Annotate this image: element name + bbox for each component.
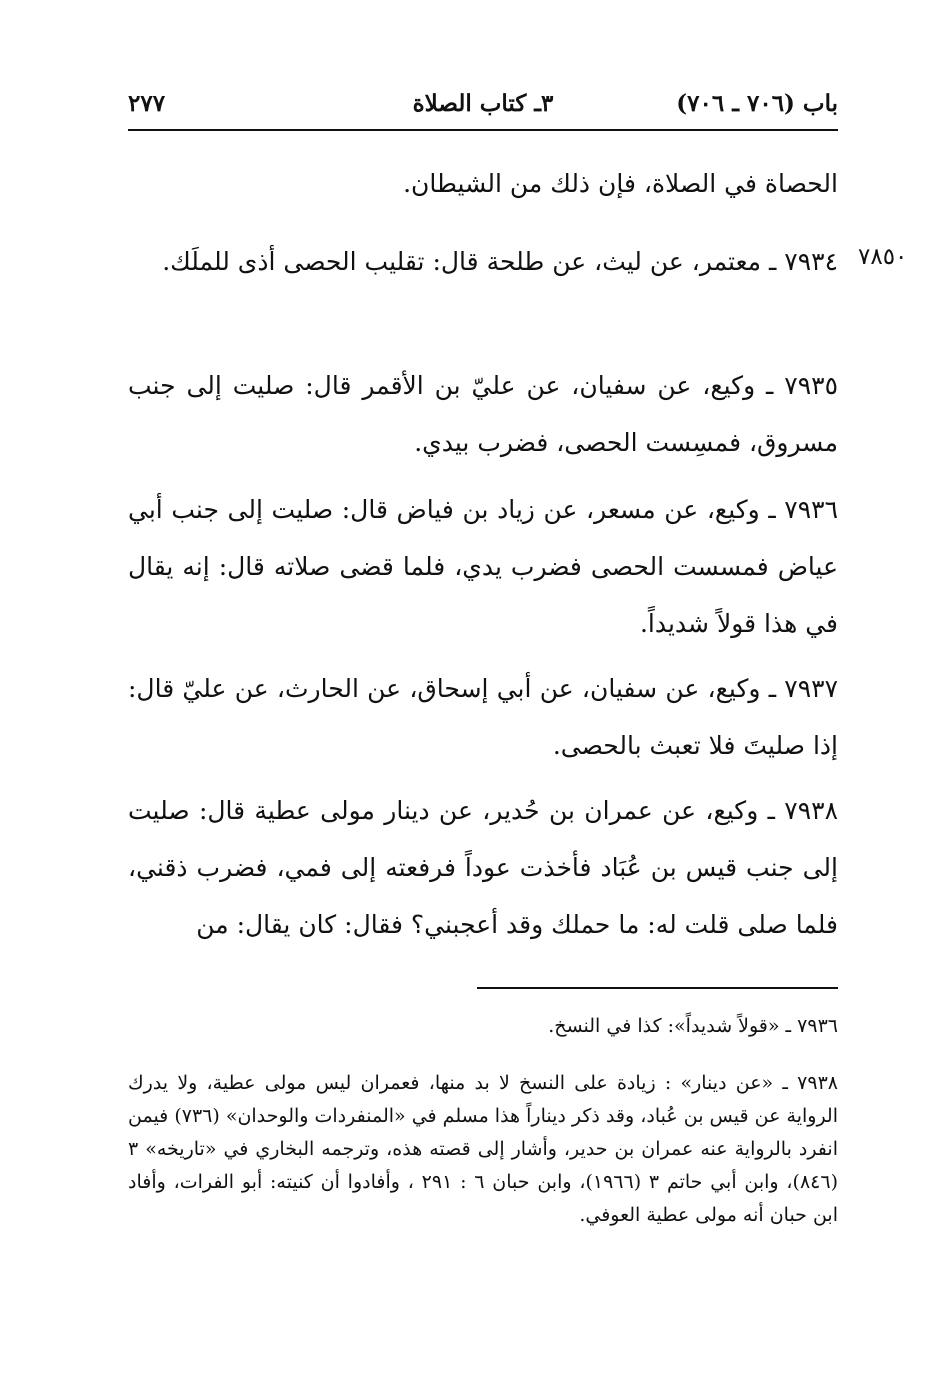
running-header bbox=[128, 84, 838, 124]
hadith-7937: ٧٩٣٧ ـ وكيع، عن سفيان، عن أبي إسحاق، عن الحارث، عن عليّ قال: إذا صليتَ فلا تعبث بالحصى. bbox=[128, 674, 838, 760]
footnote-7938: ٧٩٣٨ ـ «عن دينار» : زيادة على النسخ لا بد منها، فعمران ليس مولى عطية، ولا يدرك الرواية عن قيس بن عُباد، وقد ذكر ديناراً هذا مسلم في «المنفردات والوحدان» (٧٣٦) فيمن انفرد بالرواية عنه عمران بن حدير، وأشار إلى قصته هذه، وترجمه البخاري في «تاريخه» ٣ (٨٤٦)، وابن أبي حاتم ٣ (١٩٦٦)، وابن حبان ٦ : ٢٩١ ، وأفادوا أن كنيته: أبو الفرات، وأفاد ابن حبان أنه مولى عطية العوفي. bbox=[128, 1072, 838, 1226]
chapter-heading: باب (٧٠٦ ـ ٧٠٦) bbox=[676, 90, 838, 117]
book-heading: ٣ـ كتاب الصلاة bbox=[412, 90, 554, 117]
hadith-7934: ٧٩٣٤ ـ معتمر، عن ليث، عن طلحة قال: تقليب الحصى أذى للملَك. bbox=[162, 247, 838, 276]
hadith-7936: ٧٩٣٦ ـ وكيع، عن مسعر، عن زياد بن فياض قال: صليت إلى جنب أبي عياض فمسست الحصى فضرب يدي، فلما قضى صلاته قال: إنه يقال في هذا قولاً شديداً. bbox=[128, 495, 838, 638]
paragraph-continuation: الحصاة في الصلاة، فإن ذلك من الشيطان. bbox=[403, 169, 838, 198]
hadith-7935: ٧٩٣٥ ـ وكيع، عن سفيان، عن عليّ بن الأقمر قال: صليت إلى جنب مسروق، فمسِست الحصى، فضرب بيدي. bbox=[128, 371, 838, 457]
header-rule bbox=[128, 129, 838, 131]
page-number: ٢٧٧ bbox=[128, 90, 166, 117]
footnote-7936: ٧٩٣٦ ـ «قولاً شديداً»: كذا في النسخ. bbox=[548, 1015, 838, 1037]
margin-number: ٧٨٥٠ bbox=[858, 244, 908, 270]
hadith-7938: ٧٩٣٨ ـ وكيع، عن عمران بن حُدير، عن دينار مولى عطية قال: صليت إلى جنب قيس بن عُبَاد فأخذت عوداً فرفعته إلى فمي، فضرب ذقني، فلما صلى قلت له: ما حملك وقد أعجبني؟ فقال: كان يقال: من bbox=[128, 796, 838, 939]
footnote-rule bbox=[477, 987, 838, 989]
